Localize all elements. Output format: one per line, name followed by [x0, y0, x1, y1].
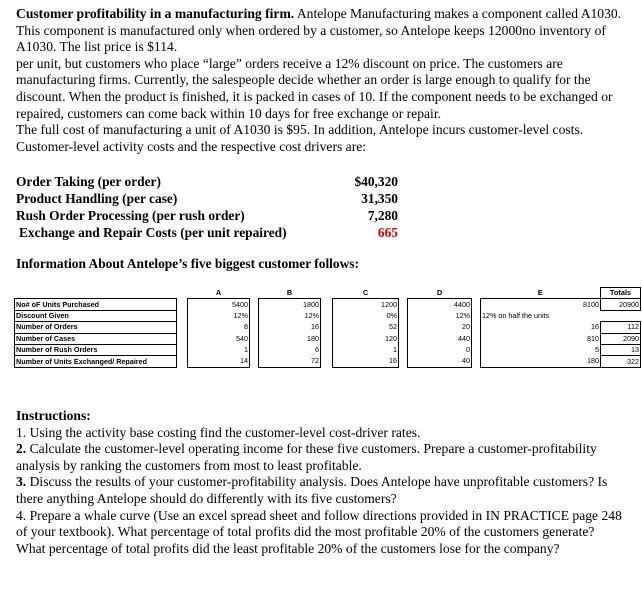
cell-d: 40: [408, 356, 472, 367]
cell-total: 112: [601, 322, 641, 333]
cell-b: 180: [259, 333, 321, 344]
column-header-totals: Totals: [601, 288, 641, 299]
cost-value: 665: [377, 225, 398, 240]
cell-c: 1: [333, 344, 399, 355]
cost-label: Product Handling (per case): [16, 191, 178, 206]
cost-row-product-handling: [16, 190, 416, 207]
cell-a: 1: [188, 344, 250, 355]
cost-row-rush-order: [16, 207, 416, 224]
cost-label: Rush Order Processing (per rush order): [16, 208, 245, 223]
column-header: A: [215, 287, 222, 297]
cost-value: 31,350: [361, 191, 398, 206]
table-row: [15, 333, 641, 344]
cell-total: 13: [601, 344, 641, 355]
cost-row-exchange-repair: [16, 224, 416, 241]
cell-total: 20900: [601, 299, 641, 310]
item-text: Discuss the results of your customer-profitability analysis. Does Antelope have unprofitable customers? Is there anything Antelope should do differently with its five customers?: [16, 474, 608, 506]
cell-d: 12%: [408, 310, 472, 321]
item-number: 2.: [16, 441, 27, 457]
column-header: D: [436, 287, 443, 297]
row-label: Discount Given: [15, 310, 177, 321]
table-row: [15, 344, 641, 355]
intro-line-3: The full cost of manufacturing a unit of A1030 is $95. In addition, Antelope incurs customer-level costs. Customer-level activity costs and the respective cost drivers are:: [16, 122, 584, 154]
cost-label: Order Taking (per order): [16, 174, 161, 189]
column-header: C: [362, 287, 369, 297]
row-label: No# oF Units Purchased: [15, 299, 177, 310]
item-text: Calculate the customer-level operating income for these five customers. Prepare a customer-profitability analysis by ranking the customers from most to least profitable.: [16, 441, 597, 473]
instructions: [16, 408, 622, 557]
table-row: [15, 322, 641, 333]
table-row: [15, 356, 641, 367]
item-number: 3.: [16, 474, 27, 490]
item-text: Using the activity base costing find the customer-level cost-driver rates.: [29, 424, 421, 440]
instructions-heading: Instructions:: [16, 408, 91, 423]
row-label: Number of Rush Orders: [15, 344, 177, 355]
item-number: 4.: [16, 507, 27, 523]
cost-label: Exchange and Repair Costs (per unit repaired): [19, 225, 287, 240]
cell-e: 180: [481, 356, 601, 367]
problem-title: Customer profitability in a manufacturing firm.: [16, 6, 295, 21]
item-text: Prepare a whale curve (Use an excel spread sheet and follow directions provided in IN PRACTICE page 248 of your textbook). What percentage of total profits did the most profitable 20% of the customers generate? What percentage of total profits did the least profitable 20% of the customers lose for the company?: [16, 507, 622, 556]
cell-total: 322: [601, 356, 641, 367]
row-label: Number of Orders: [15, 322, 177, 333]
column-header: E: [537, 287, 543, 297]
cell-e: 810: [481, 333, 601, 344]
cell-total: 2090: [601, 333, 641, 344]
instruction-item: [16, 508, 622, 558]
cell-d: 440: [408, 333, 472, 344]
cell-d: 20: [408, 322, 472, 333]
cell-c: 52: [333, 322, 399, 333]
table-row: [15, 299, 641, 310]
cell-b: 6: [259, 344, 321, 355]
cost-row-order-taking: [16, 173, 416, 190]
cell-a: 14: [188, 356, 250, 367]
cell-e-note: 12% on half the units: [481, 310, 601, 321]
cost-list: [16, 173, 416, 241]
customer-info-heading: Information About Antelope’s five biggest customer follows:: [16, 256, 359, 271]
cell-c: 1200: [333, 299, 399, 310]
row-label: Number of Units Exchanged/ Repaired: [15, 356, 177, 367]
cost-value: 7,280: [367, 208, 398, 223]
intro-line-2: per unit, but customers who place “large” orders receive a 12% discount on price. The customers are manufacturing firms. Currently, the salespeople decide whether an order is large enough to qualify for the discount. When the product is finished, it is packed in cases of 10. If the component needs to be exchanged or repaired, customers can come back within 10 days for free exchange or repair.: [16, 55, 613, 121]
instruction-item: [16, 441, 622, 474]
cell-b: 72: [259, 356, 321, 367]
column-header: B: [286, 287, 293, 297]
cell-c: 120: [333, 333, 399, 344]
row-label: Number of Cases: [15, 333, 177, 344]
cell-e: 16: [481, 322, 601, 333]
instruction-item: [16, 474, 622, 507]
cell-a: 5400: [188, 299, 250, 310]
instruction-item: [16, 425, 622, 442]
cell-b: 1800: [259, 299, 321, 310]
cell-b: 12%: [259, 310, 321, 321]
table-row: [15, 310, 641, 321]
cost-value: $40,320: [354, 174, 398, 189]
cell-c: 0%: [333, 310, 399, 321]
customer-data-table: [14, 287, 641, 368]
cell-a: 8: [188, 322, 250, 333]
intro-sentence-1: Antelope Manufacturing makes a component called A1030. This component is manufactured only when ordered by a customer, so Antelope keeps 12000no inventory of A1030. The list price is $114.: [16, 6, 622, 55]
cell-d: 0: [408, 344, 472, 355]
cell-e: 5: [481, 344, 601, 355]
cell-b: 16: [259, 322, 321, 333]
problem-intro: [16, 6, 622, 155]
customer-data-sheet: [14, 287, 641, 368]
sheet-header-row: [15, 288, 641, 299]
item-number: 1.: [16, 424, 27, 440]
cell-d: 4400: [408, 299, 472, 310]
cell-a: 12%: [188, 310, 250, 321]
cell-c: 16: [333, 356, 399, 367]
cell-e: 8100: [481, 299, 601, 310]
cell-a: 540: [188, 333, 250, 344]
